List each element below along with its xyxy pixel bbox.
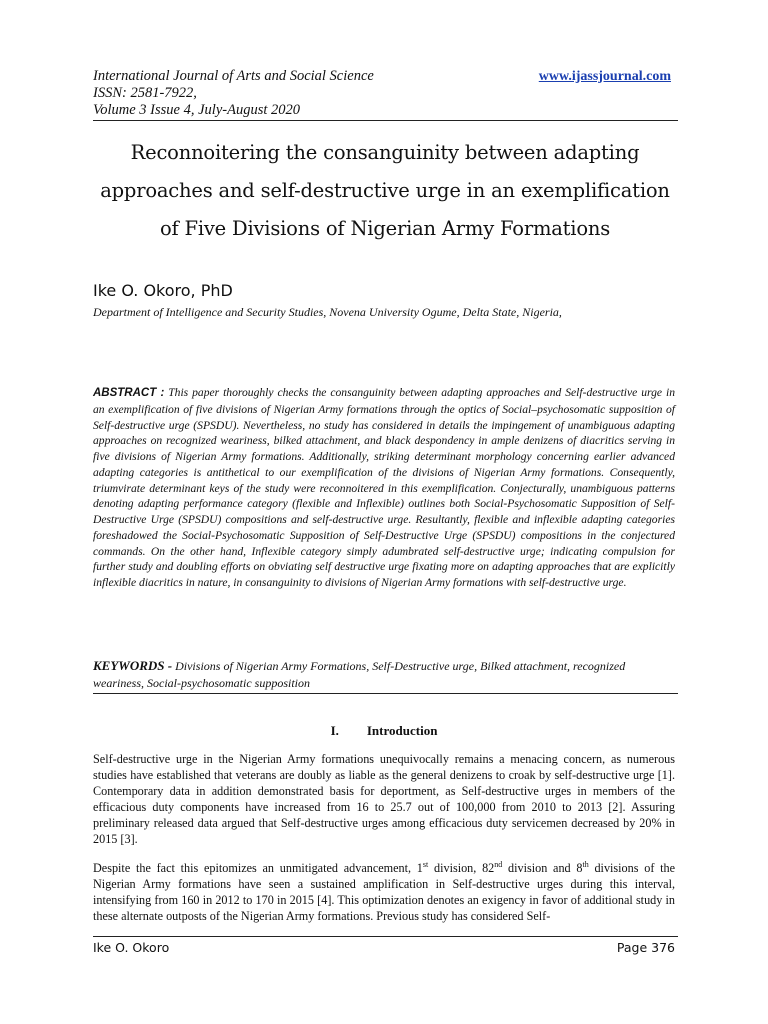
- footer-divider: [93, 936, 678, 937]
- title-line: approaches and self-destructive urge in an exemplification: [100, 179, 670, 202]
- keywords-label: KEYWORDS -: [93, 658, 173, 673]
- footer-page-number: Page 376: [616, 940, 675, 955]
- abstract: [93, 385, 675, 591]
- ordinal-suffix: nd: [494, 859, 503, 869]
- paragraph-text: Despite the fact this epitomizes an unmitigated advancement, 1: [93, 861, 423, 875]
- paragraph-text: division and 8: [502, 861, 583, 875]
- ordinal-suffix: st: [422, 859, 429, 869]
- keywords: [93, 657, 675, 692]
- intro-paragraph-2: [93, 861, 675, 925]
- journal-name: International Journal of Arts and Social Science: [93, 68, 374, 84]
- section-title: Introduction: [366, 723, 438, 738]
- keywords-divider: [93, 693, 678, 694]
- title-line: Reconnoitering the consanguinity between adapting: [130, 141, 640, 164]
- abstract-label: ABSTRACT :: [93, 387, 165, 399]
- intro-paragraph-1: Self-destructive urge in the Nigerian Army formations unequivocally remains a menacing concern, as numerous studies have established that veterans are doubly as liable as the general denizens to croak by self-destructive urge [1]. Contemporary data in addition demonstrated basis for deportment, as Self-destructive urges in members of the efficacious duty components have increased from 16 to 25.7 out of 100,000 from 2010 to 2013 [2]. Assuring preliminary released data argued that Self-destructive urges among efficacious duty servicemen decreased by 20% in 2015 [3].: [93, 752, 675, 846]
- keywords-text: Divisions of Nigerian Army Formations, Self-Destructive urge, Bilked attachment, recognized weariness, Social-psychosomatic supposition: [93, 659, 626, 690]
- abstract-text: This paper thoroughly checks the consanguinity between adapting approaches and Self-destructive urge in an exemplification of five divisions of Nigerian Army formations through the optics of Social–psychosomatic supposition of Self-destructive urge (SPSDU). Nevertheless, no study has considered in details the impingement of unambiguous adapting approaches on recognized weariness, bilked attachment, and black despondency in ample denizens of diacritics serving in five divisions of Nigerian Army formations. Additionally, striking determinant morphology concerning earlier advanced adapting categories is antithetical to our exemplification of the divisions of Nigerian Army formations. Consequently, triumvirate determinant keys of the study were reconnoitered in this exemplification. Conjecturally, unambiguous patterns denoting adapting performance category (flexible and Inflexible) outlines both Social-Psychosomatic Supposition of Self-Destructive Urge (SPSDU) compositions and self-destructive urge. Resultantly, flexible and inflexible adapting categories foreshadowed the Social-Psychosomatic Supposition of Self-Destructive Urge (SPSDU) compositions in the conjectured commands. On the other hand, Inflexible category simply adumbrated self-destructive urge; indicating compulsion for further study and doubling efforts on obviating self destructive urge fixating more on adapting approaches that are explicitly inflexible diacritics in nature, in consanguinity to divisions of Nigerian Army formations with self-destructive urge.: [93, 386, 675, 589]
- section-heading: [0, 723, 768, 739]
- journal-issn: ISSN: 2581-7922,: [93, 85, 197, 101]
- author-name: Ike O. Okoro, PhD: [93, 281, 233, 300]
- header-divider: [93, 120, 678, 121]
- author-affiliation: Department of Intelligence and Security Studies, Novena University Ogume, Delta State, Nigeria,: [93, 305, 562, 319]
- paragraph-text: divisions of the Nigerian Army formations have seen a sustained amplification in Self-destructive urges during this interval, intensifying from 160 in 2012 to 170 in 2015 [4]. This optimization denotes an exigency in favor of additional study in these alternate outposts of the Nigerian Army formations. Previous study has considered Self-: [93, 861, 676, 923]
- journal-header: [93, 68, 671, 119]
- ordinal-suffix: th: [582, 859, 589, 869]
- footer-author: Ike O. Okoro: [93, 940, 170, 955]
- section-number: I.: [330, 723, 339, 738]
- journal-url-link[interactable]: www.ijassjournal.com: [538, 69, 671, 84]
- journal-volume: Volume 3 Issue 4, July-August 2020: [93, 102, 300, 118]
- paragraph-text: division, 82: [428, 861, 495, 875]
- paper-title: [80, 134, 690, 248]
- title-line: of Five Divisions of Nigerian Army Formations: [159, 217, 611, 240]
